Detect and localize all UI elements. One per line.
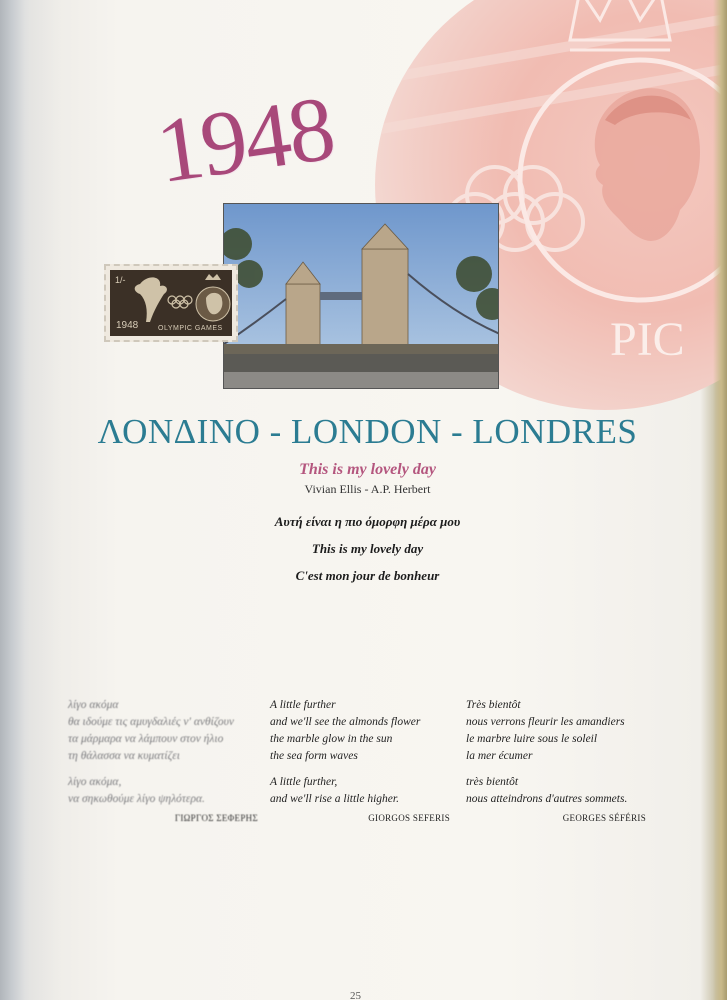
poem-greek bbox=[68, 697, 258, 827]
translation-french: C'est mon jour de bonheur bbox=[295, 568, 440, 583]
poem-line: τη θάλασσα να κυματίζει bbox=[68, 750, 180, 762]
page-number: 25 bbox=[350, 990, 361, 1000]
poem-signature-english: GIORGOS SEFERIS bbox=[368, 813, 450, 823]
page-edge bbox=[713, 0, 727, 1000]
olympic-stamp-1948 bbox=[104, 264, 238, 342]
translation-greek: Αυτή είναι η πιο όμορφη μέρα μου bbox=[274, 514, 461, 529]
poem-line: le marbre luire sous le soleil bbox=[466, 733, 598, 745]
poem-signature-greek: ΓΙΩΡΓΟΣ ΣΕΦΕΡΗΣ bbox=[174, 813, 258, 823]
city-title: ΛΟΝΔΙΝΟ - LONDON - LONDRES bbox=[97, 412, 638, 451]
poem-line: λίγο ακόμα bbox=[68, 699, 119, 711]
translation-english: This is my lovely day bbox=[311, 541, 424, 556]
tower-bridge-photo bbox=[223, 203, 499, 389]
poem-line: and we'll rise a little higher. bbox=[270, 793, 399, 805]
big-stamp-text: PIC bbox=[610, 313, 685, 366]
poem-line: and we'll see the almonds flower bbox=[270, 716, 421, 728]
year-heading: 1948 bbox=[150, 76, 340, 203]
poem-line: A little further bbox=[270, 699, 336, 711]
poem-line: θα ιδούμε τις αμυγδαλιές ν' ανθίζουν bbox=[68, 716, 234, 728]
stamp-year: 1948 bbox=[116, 320, 139, 331]
poem-line: A little further, bbox=[270, 776, 338, 788]
poem-line: λίγο ακόμα, bbox=[68, 776, 122, 788]
poem-line: la mer écumer bbox=[466, 750, 533, 762]
poem-line: très bientôt bbox=[466, 776, 519, 788]
stamp-value: 1/- bbox=[115, 275, 126, 285]
poem-line: the sea form waves bbox=[270, 750, 358, 762]
poem-french bbox=[466, 697, 646, 827]
poem-english bbox=[270, 697, 450, 827]
stamp-caption: OLYMPIC GAMES bbox=[158, 325, 223, 332]
poem-signature-french: GEORGES SÉFÉRIS bbox=[562, 813, 646, 823]
poem-line: Très bientôt bbox=[466, 699, 521, 711]
song-title: This is my lovely day bbox=[299, 461, 436, 478]
book-spine-shadow bbox=[0, 0, 60, 1000]
poem-line: the marble glow in the sun bbox=[270, 733, 393, 745]
poem-line: τα μάρμαρα να λάμπουν στον ήλιο bbox=[68, 733, 224, 745]
poem-line: nous verrons fleurir les amandiers bbox=[466, 716, 625, 728]
poem-line: nous atteindrons d'autres sommets. bbox=[466, 793, 628, 805]
song-authors: Vivian Ellis - A.P. Herbert bbox=[304, 482, 431, 496]
poem-line: να σηκωθούμε λίγο ψηλότερα. bbox=[68, 793, 205, 805]
